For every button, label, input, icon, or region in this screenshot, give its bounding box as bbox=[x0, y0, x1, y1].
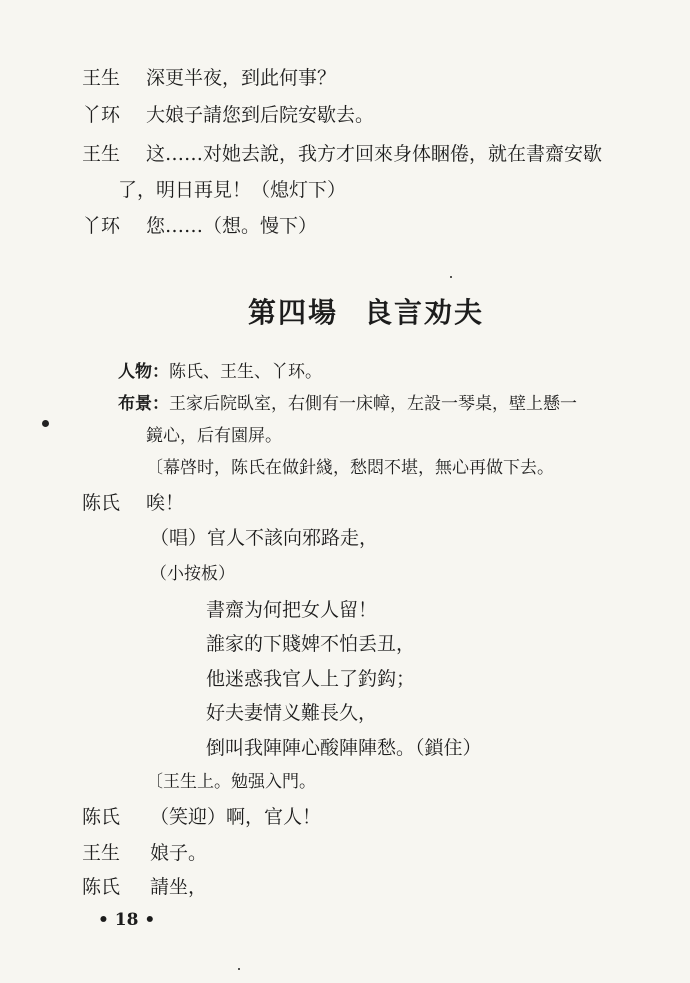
speaker-label: 丫环 bbox=[82, 215, 121, 237]
tempo-note: （小按板） bbox=[150, 564, 235, 584]
setting-line-continued: 鏡心，后有園屏。 bbox=[146, 426, 282, 446]
speaker-label: 丫环 bbox=[82, 104, 121, 126]
scan-speck bbox=[238, 968, 240, 970]
verse-line: 倒叫我陣陣心酸陣陣愁。（鎖住） bbox=[206, 737, 482, 759]
dialogue-line: 請坐， bbox=[150, 876, 208, 898]
speaker-label: 王生 bbox=[82, 143, 121, 165]
setting-label: 布景： bbox=[118, 394, 169, 414]
dialogue-line: （笑迎）啊，官人！ bbox=[150, 806, 322, 828]
speaker-label: 陈氏 bbox=[82, 806, 121, 828]
verse-line: 好夫妻情义難長久， bbox=[206, 702, 378, 724]
characters-label: 人物： bbox=[118, 362, 169, 382]
dialogue-line: 大娘子請您到后院安歇去。 bbox=[146, 104, 375, 126]
speaker-label: 王生 bbox=[82, 67, 121, 89]
stage-direction: 〔幕啓时，陈氏在做針綫，愁悶不堪，無心再做下去。 bbox=[146, 458, 554, 478]
characters-line bbox=[118, 360, 322, 384]
exclamation: 唉！ bbox=[146, 492, 185, 514]
dialogue-line: 您……（想。慢下） bbox=[146, 215, 318, 237]
verse-line: 他迷惑我官人上了釣鈎； bbox=[206, 668, 416, 690]
dialogue-line-continued: 了，明日再見！（熄灯下） bbox=[118, 179, 347, 201]
speaker-label: 王生 bbox=[82, 842, 121, 864]
setting-text: 王家后院臥室，右側有一床幛，左設一琴桌，壁上懸一 bbox=[169, 394, 577, 414]
verse-line: 書齋为何把女人留！ bbox=[206, 599, 378, 621]
scan-speck bbox=[42, 420, 49, 427]
speaker-label: 陈氏 bbox=[82, 876, 121, 898]
scene-name: 良言劝夫 bbox=[364, 296, 485, 329]
scene-number: 第四場 bbox=[248, 296, 339, 329]
dialogue-line: 深更半夜，到此何事？ bbox=[146, 67, 337, 89]
setting-line bbox=[118, 392, 577, 416]
page-number: • 18 • bbox=[98, 910, 156, 930]
verse-line: 誰家的下賤婢不怕丢丑， bbox=[206, 633, 416, 655]
dialogue-line: 娘子。 bbox=[150, 842, 208, 864]
stage-direction: 〔王生上。勉强入門。 bbox=[146, 772, 316, 792]
sing-intro: （唱）官人不該向邪路走， bbox=[150, 527, 379, 549]
characters-text: 陈氏、王生、丫环。 bbox=[169, 362, 322, 382]
scene-title bbox=[248, 296, 484, 330]
dialogue-line: 这……对她去說，我方才回來身体睏倦，就在書齋安歇 bbox=[146, 143, 603, 165]
scan-speck bbox=[450, 276, 452, 278]
speaker-label: 陈氏 bbox=[82, 492, 121, 514]
